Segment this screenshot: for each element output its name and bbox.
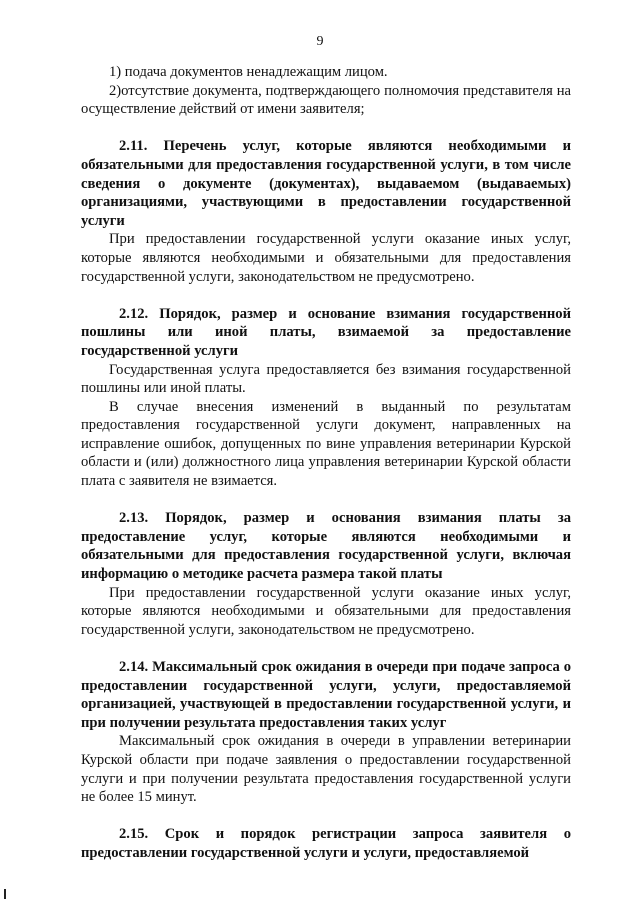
paragraph: Государственная услуга предоставляется без взимания государственной пошлины или иной платы.	[81, 361, 571, 397]
paragraph: При предоставлении государственной услуги оказание иных услуг, которые являются необходимыми и обязательными для предоставления государственной услуги, законодательством не предусмотрено.	[81, 231, 571, 285]
section-heading: 2.11. Перечень услуг, которые являются необходимыми и обязательными для предоставления государственной услуги, в том числе сведения о документе (документах), выдаваемом (выдаваемых) организациями, участвующими в предоставлении государственной услуги	[81, 138, 571, 229]
section-heading: 2.15. Срок и порядок регистрации запроса заявителя о предоставлении государственной услуги и услуги, предоставляемой	[81, 826, 571, 861]
paragraph: 2)отсутствие документа, подтверждающего полномочия представителя на осуществление действий от имени заявителя;	[81, 82, 571, 118]
section-gap	[81, 639, 571, 658]
document-body	[81, 63, 571, 863]
paragraph: В случае внесения изменений в выданный по результатам предоставления государственной услуги документ, направленных на исправление ошибок, допущенных по вине управления ветеринарии Курской области и (или) должностного лица управления ветеринарии Курской области плата с заявителя не взимается.	[81, 398, 571, 490]
page-number: 9	[316, 34, 324, 49]
paragraph: 1) подача документов ненадлежащим лицом.	[109, 64, 388, 80]
section-gap	[81, 807, 571, 826]
section-gap	[81, 119, 571, 138]
scan-mark	[4, 889, 6, 899]
paragraph: Максимальный срок ожидания в очереди в управлении ветеринарии Курской области при подаче заявления о предоставлении государственной услуги и при получении результата предоставления государственной услуги не более 15 минут.	[81, 733, 571, 806]
section-heading: 2.13. Порядок, размер и основания взимания платы за предоставление услуг, которые являются необходимыми и обязательными для предоставления государственной услуги, включая информацию о методике расчета размера такой платы	[81, 510, 571, 583]
section-heading: 2.14. Максимальный срок ожидания в очереди при подаче запроса о предоставлении государственной услуги, услуги, предоставляемой организацией, участвующей в предоставлении государственной услуги, и при получении результата предоставления таких услуг	[81, 659, 571, 731]
section-gap	[81, 286, 571, 305]
section-gap	[81, 491, 571, 510]
paragraph: При предоставлении государственной услуги оказание иных услуг, которые являются необходимыми и обязательными для предоставления государственной услуги, законодательством не предусмотрено.	[81, 584, 571, 638]
section-heading: 2.12. Порядок, размер и основание взимания государственной пошлины или иной платы, взимаемой за предоставление государственной услуги	[81, 305, 571, 359]
